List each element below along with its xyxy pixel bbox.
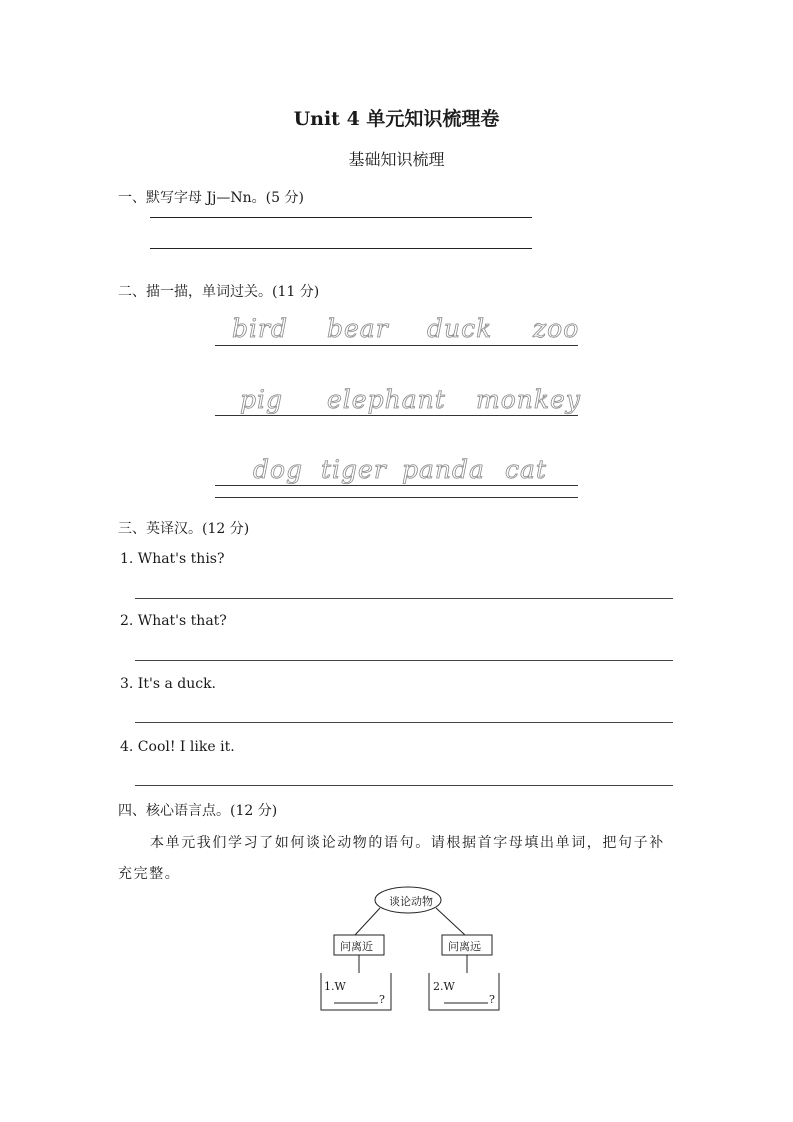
instruction-paragraph-cont: 充完整。 [118,866,181,882]
trace-word: monkey [476,385,581,414]
writing-line [150,217,532,218]
trace-word: pig [240,385,284,414]
sentence: 3. It's a duck. [120,676,216,692]
diagram-root-label: 谈论动物 [389,895,433,908]
section1-heading: 一、默写字母 Jj—Nn。(5 分) [118,190,304,206]
writing-line [150,248,532,249]
answer-line [135,660,673,661]
diagram-left-node: 问离近 [340,940,373,953]
diagram-left-box-label: 1.W [324,980,346,993]
diagram-left-question-mark: ? [379,993,385,1006]
trace-word: cat [505,455,547,484]
trace-word: bear [327,314,389,343]
guide-line [215,485,578,486]
trace-word: panda [402,455,485,484]
diagram-right-question-mark: ? [489,993,495,1006]
guide-line [215,415,578,416]
answer-line [135,722,673,723]
sentence: 4. Cool! I like it. [120,739,235,755]
trace-word: duck [427,314,493,343]
page-title: Unit 4 单元知识梳理卷 [293,108,500,130]
trace-word: bird [232,314,288,343]
answer-line [135,598,673,599]
connector-line [355,908,380,935]
trace-word: dog [253,455,304,484]
guide-line [215,345,578,346]
trace-word: elephant [327,385,446,414]
diagram-right-box-label: 2.W [433,980,455,993]
sentence: 2. What's that? [120,613,227,629]
connector-line [436,908,465,935]
section4-heading: 四、核心语言点。(12 分) [118,803,278,819]
sentence: 1. What's this? [120,551,225,567]
trace-word: tiger [321,455,387,484]
answer-line [135,785,673,786]
page-subtitle: 基础知识梳理 [348,150,445,169]
diagram-right-node: 问离远 [448,940,481,953]
guide-line [215,497,578,498]
section3-heading: 三、英译汉。(12 分) [118,521,250,537]
section2-heading: 二、描一描，单词过关。(11 分) [118,284,320,300]
trace-word: zoo [533,314,580,343]
instruction-paragraph: 本单元我们学习了如何谈论动物的语句。请根据首字母填出单词，把句子补 [150,835,665,851]
